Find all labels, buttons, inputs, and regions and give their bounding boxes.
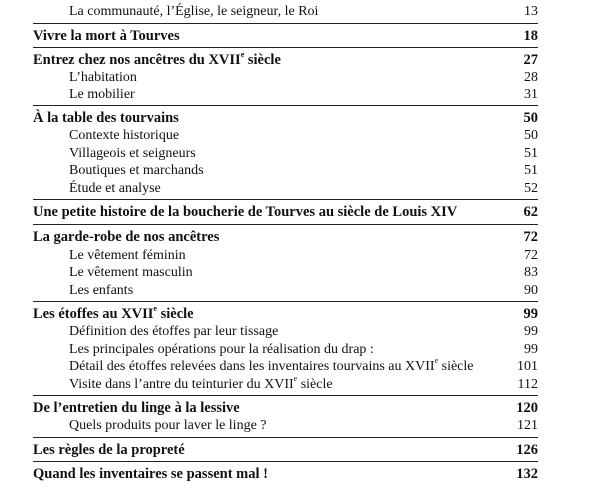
toc-section: [0, 306, 609, 323]
toc-entry-title: [69, 127, 179, 144]
ordinal-superscript: e: [240, 50, 245, 60]
toc-subsection: [0, 376, 609, 393]
toc-entry-title: [69, 69, 137, 86]
toc-entry-title-text: Visite dans l’antre du teinturier du XVII: [69, 377, 294, 392]
toc-entry-title: [69, 180, 161, 197]
toc-subsection: [0, 69, 609, 86]
toc-page-number: 83: [524, 265, 538, 280]
toc-entry-title: [69, 358, 474, 375]
toc-subsection: [0, 358, 609, 375]
toc-entry-title: [69, 145, 196, 162]
section-divider: [33, 224, 538, 225]
toc-entry-title-text: À la table des tourvains: [33, 110, 179, 126]
toc-entry-title: [69, 282, 133, 299]
clipped-previous-line: [150, 0, 380, 1]
toc-subsection: [0, 282, 609, 299]
toc-entry-title: [33, 110, 179, 127]
toc-entry-title: [69, 323, 278, 340]
toc-entry-title-suffix: siècle: [156, 306, 194, 322]
toc-entry-title-text: Le mobilier: [69, 87, 135, 102]
toc-page-number: 121: [517, 418, 538, 433]
toc-entry-title: [33, 229, 219, 246]
toc-entry-title-text: La garde-robe de nos ancêtres: [33, 229, 220, 245]
toc-page-number: 50: [524, 128, 538, 143]
section-divider: [33, 301, 538, 302]
toc-entry-title: [69, 376, 333, 393]
toc-page-number: 52: [524, 181, 538, 196]
toc-entry-title-text: Boutiques et marchands: [69, 163, 204, 178]
toc-subsection: [0, 145, 609, 162]
toc-page-number: 51: [524, 146, 538, 161]
toc-subsection: [0, 162, 609, 179]
toc-entry-title: [69, 86, 135, 103]
toc-entry-title-text: Une petite histoire de la boucherie de Tourves au siècle de Louis XIV: [33, 204, 458, 220]
section-divider: [33, 47, 538, 48]
toc-subsection: [0, 264, 609, 281]
section-divider: [33, 105, 538, 106]
section-divider: [33, 23, 538, 24]
toc-entry-title: [33, 204, 457, 221]
toc-entry-title-text: Les étoffes au XVII: [33, 306, 154, 322]
toc-page-number: 99: [524, 324, 538, 339]
toc-entry-title: [33, 466, 268, 483]
toc-page-number: 62: [523, 204, 538, 220]
toc-subsection: [0, 323, 609, 340]
toc-page-number: 50: [523, 110, 538, 126]
section-divider: [33, 461, 538, 462]
toc-subsection: [0, 86, 609, 103]
toc-entry-title-text: Villageois et seigneurs: [69, 146, 196, 161]
toc-entry-title-text: Détail des étoffes relevées dans les inventaires tourvains au XVII: [69, 359, 435, 374]
ordinal-superscript: e: [293, 374, 298, 384]
toc-page-number: 18: [523, 28, 538, 44]
toc-subsection: [0, 247, 609, 264]
toc-section: [0, 204, 609, 221]
toc-entry-title: [69, 247, 186, 264]
toc-entry-title: [33, 442, 185, 459]
toc-entry-title-text: Les principales opérations pour la réalisation du drap :: [69, 342, 374, 357]
toc-page-number: 13: [524, 4, 538, 19]
toc-subsection: [0, 341, 609, 358]
toc-subsection: [0, 417, 609, 434]
toc-section: [0, 229, 609, 246]
toc-page-number: 51: [524, 163, 538, 178]
ordinal-superscript: e: [434, 356, 439, 366]
toc-page-number: 90: [524, 283, 538, 298]
toc-entry-title: [33, 52, 281, 69]
toc-section: [0, 28, 609, 45]
toc-entry-title: [69, 3, 318, 20]
toc-entry-title-text: L’habitation: [69, 70, 137, 85]
toc-entry-title-text: De l’entretien du linge à la lessive: [33, 400, 240, 416]
toc-page-number: 99: [523, 306, 538, 322]
section-divider: [33, 437, 538, 438]
toc-entry-title-text: Le vêtement masculin: [69, 265, 193, 280]
toc-entry-title-text: Entrez chez nos ancêtres du XVII: [33, 52, 241, 68]
toc-entry-title-text: Le vêtement féminin: [69, 248, 186, 263]
toc-page-number: 126: [516, 442, 538, 458]
toc-subsection: [0, 127, 609, 144]
toc-entry-title-text: Les règles de la propreté: [33, 442, 185, 458]
toc-page-number: 99: [524, 342, 538, 357]
toc-entry-title-text: Quels produits pour laver le linge ?: [69, 418, 267, 433]
toc-page-number: 132: [516, 466, 538, 482]
toc-page-number: 27: [523, 52, 538, 68]
toc-page-number: 72: [524, 248, 538, 263]
toc-entry-title-suffix: siècle: [244, 52, 281, 68]
toc-page-number: 31: [524, 87, 538, 102]
toc-entry-title: [33, 400, 240, 417]
section-divider: [33, 199, 538, 200]
toc-entry-title: [33, 306, 194, 323]
toc-entry-title-text: Les enfants: [69, 283, 134, 298]
toc-section: [0, 400, 609, 417]
toc-section: [0, 442, 609, 459]
toc-section: [0, 52, 609, 69]
toc-entry-title: [69, 264, 193, 281]
toc-page-number: 72: [523, 229, 538, 245]
toc-page-number: 120: [516, 400, 538, 416]
toc-entry-title-suffix: siècle: [438, 359, 474, 374]
toc-entry-title-text: Vivre la mort à Tourves: [33, 28, 180, 44]
toc-subsection: [0, 180, 609, 197]
toc-entry-title-text: Contexte historique: [69, 128, 180, 143]
toc-entry-title-text: La communauté, l’Église, le seigneur, le Roi: [69, 4, 319, 19]
ordinal-superscript: e: [153, 304, 157, 314]
toc-entry-title: [69, 341, 374, 358]
toc-entry-title-suffix: siècle: [297, 377, 333, 392]
toc-entry-title: [69, 417, 267, 434]
toc-entry-title-text: Étude et analyse: [69, 181, 161, 196]
toc-entry-title-text: Définition des étoffes par leur tissage: [69, 324, 279, 339]
toc-page-number: 112: [517, 377, 538, 392]
toc-subsection: [0, 3, 609, 20]
toc-entry-title: [33, 28, 180, 45]
toc-entry-title-text: Quand les inventaires se passent mal !: [33, 466, 268, 482]
toc-section: [0, 110, 609, 127]
section-divider: [33, 395, 538, 396]
toc-page-number: 101: [517, 359, 538, 374]
toc-page-number: 28: [524, 70, 538, 85]
toc-section: [0, 466, 609, 483]
toc-entry-title: [69, 162, 204, 179]
